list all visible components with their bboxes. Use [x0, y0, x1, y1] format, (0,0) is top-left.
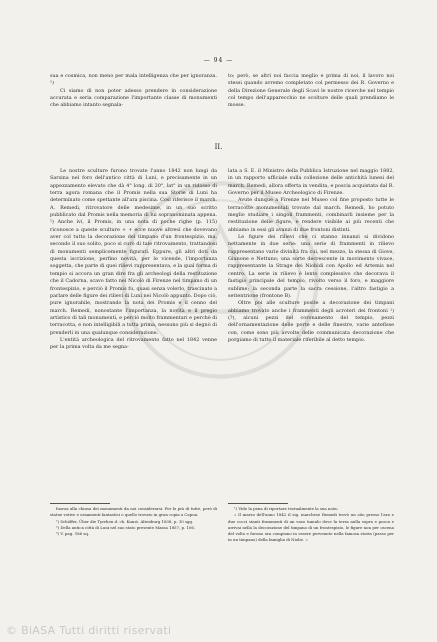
footnote-rule: [50, 503, 110, 504]
paragraph: Avute dunque a Firenze nel Museo col fine proposto tutte le terracotte monumentali trovate dal march. Remedi, ho potuto meglio studiare i singoli frammenti, combinarli insieme per la restituzione delle figure, e rendere visibile ai più recenti che abbiamo in essi gli avanzi di due frontoni distinti.: [228, 197, 394, 233]
page-number: — 94 —: [203, 57, 234, 64]
paragraph: sua e cosmica, non meno per mala intelligenza che per ignoranza. ¹): [50, 73, 217, 87]
footnote: ³) V. pag. 186 sq.: [56, 531, 90, 537]
footnote: « Il marzo dell'anno 1842 il sig. marchese Remedi trovò un sito presso l'ara e due cocci stanti frammenti di un vaso tumulo dove la terra nulla sopra e posca e arrivai nella la decorazione del timpano di un frontespizio, le figure non per oscena del volto e furono ora compiono in essere pervenute nella famosa storia (passo per in un timpano) della famiglia di Niobe. »: [228, 512, 394, 543]
top-right-column: [228, 73, 394, 110]
paragraph: Le nostre sculture furono trovate l'anno 1842 non lungi da Sarsina nel foro dell'antico città di Luni, e precisamente in un appezzamento elevato che dà 4° long. di 20°, lat° in un ridosso di terra agora romana che il Promis nella sua Storie di Luni ha determinato come spettante all'ara piscina. Così riferisce il march. A. Remedi, ritrovatore delle medesime, in un suo scritto pubblicato dal Promis nella memoria di lui sopranominata appena. ²) Anche ivi, il Promis, in una nota di poche righe (p. 115) riconosce a queste sculture + + ecce nuove altresì che dovevano aver col tutto la decorazione del timpano d'un frontespizio, ma, secondo il suo solito, poco si curò di tale ritrovamento, trattandosi di monumenti semplicemente figurati. Eppure, gli altri doti da questa iscrizione, perfino novità, per le vicende, l'importanza soggetta, che parte di quei rilievi rappresentava, e la qual forma di tempio si accora un gran dire fra gli archeologi della restituzione che il Cadorna, scavo fatto nei Nicolò di Firenze nel timpano di un frontespizio, e perciò il Promis fu, quasi senza volerlo, trascinato a parlare delle figure dei rilievi di Luni nei Nicolò appunto. Dopo ciò, pure ignorabile, mostrando la nota dei Promis e il cenno del march. Remedi, nonostante l'importanza, la novità e il pregio artistico di tali monumenti, e perciò molto frammentari e perchè di terracotta, e non intelligibili a tutta prima, nessuno più si degnò di prenderli in una qualunque considerazione.: [50, 168, 217, 336]
paragraph: lata a S. E. il Ministro della Pubblica Istruzione nel maggio 1882, in un rapporto ufficiale sulla collezione delle antichità lunesi del march. Remedi, allora offerta in vendita, e poscia acquistata dal R. Governo per il Museo Archeologico di Firenze.: [228, 168, 394, 197]
footnote: ¹) Schöffer, Über die Tyrrhen d. ch. Kunst, Altenburg 1838, p. 10 sgg.: [56, 518, 194, 524]
paragraph: Ci siamo di non poter adesso prendere in considerazione accurata e seria comparazione l'importante classe di monumenti che abbiamo intanto segnala-: [50, 87, 217, 109]
paragraph: to; però, se altri noi faccia meglio e prima di noi, il lavoro noi stessi quando avremo completato col permesso dei R. Governo e della Direzione Generale degli Scavi le nostre ricerche nel tempio col tempo dell'apparecchio ne scolture delle quali prendiamo le mosse.: [228, 73, 394, 109]
top-left-column: [50, 73, 217, 110]
footnote: fuorza alla chiusa dei monumenti da noi considerarsi. Per le più di tutte, però di statue votive e ornamenti fantastici o quello trovato in gran copia a Capua.: [50, 506, 217, 518]
footnotes-right: [228, 506, 394, 544]
section-heading: II.: [214, 143, 223, 151]
paragraph: Oltre poi alle sculture posite a decorazione dei timpani abbiamo trovato anche i frammenti degli acroteri dei frontoni ¹) (?), alcuni pezzi del coronamento del tempio, pezzi dell'ornamentazione delle porte e delle finestre, varie antefisse con, come sono più avvolte delle communicata decorazione che porgiamo di tutto il materiale riferibile al detto tempio.: [228, 300, 394, 343]
footnote: ²) Della antica città di Luni nel suo stato presente Massa 1857, p. 106.: [56, 524, 196, 530]
paragraph: Le figure dei rilievi che ci stanno innanzi si dividono nettamente in due serie: una serie di frammenti in rilievo rappresentano varie divinità fra cui, nel mezzo, la stessa di Giove, Giunone e Nettuno; una sorte decrescente in movimento vivace, rappresentante la Strage dei Niobidi con Apollo ed Artemis nel centro. La serie in rilievo è lento complessivo che decorava il fastigio principale del tempio, rivolto verso il foro, e maggiore sublime; la seconda parte la sacra cessione, l'altro fastigio a settentrione (frontone B).: [228, 234, 394, 299]
paragraph: L'entità archeologica del ritrovamento fatto nel 1842 venne per la prima volta da me segna-: [50, 336, 217, 351]
copyright-watermark: © BiASA Tutti diritti riservati: [6, 624, 172, 637]
footnote-rule: [228, 503, 288, 504]
footnotes-left: [50, 506, 217, 537]
main-left-column: [50, 168, 217, 352]
footnote: ¹) Vide la pena di riportare testualmente la sua nota:: [234, 506, 339, 511]
main-right-column: [228, 168, 394, 344]
